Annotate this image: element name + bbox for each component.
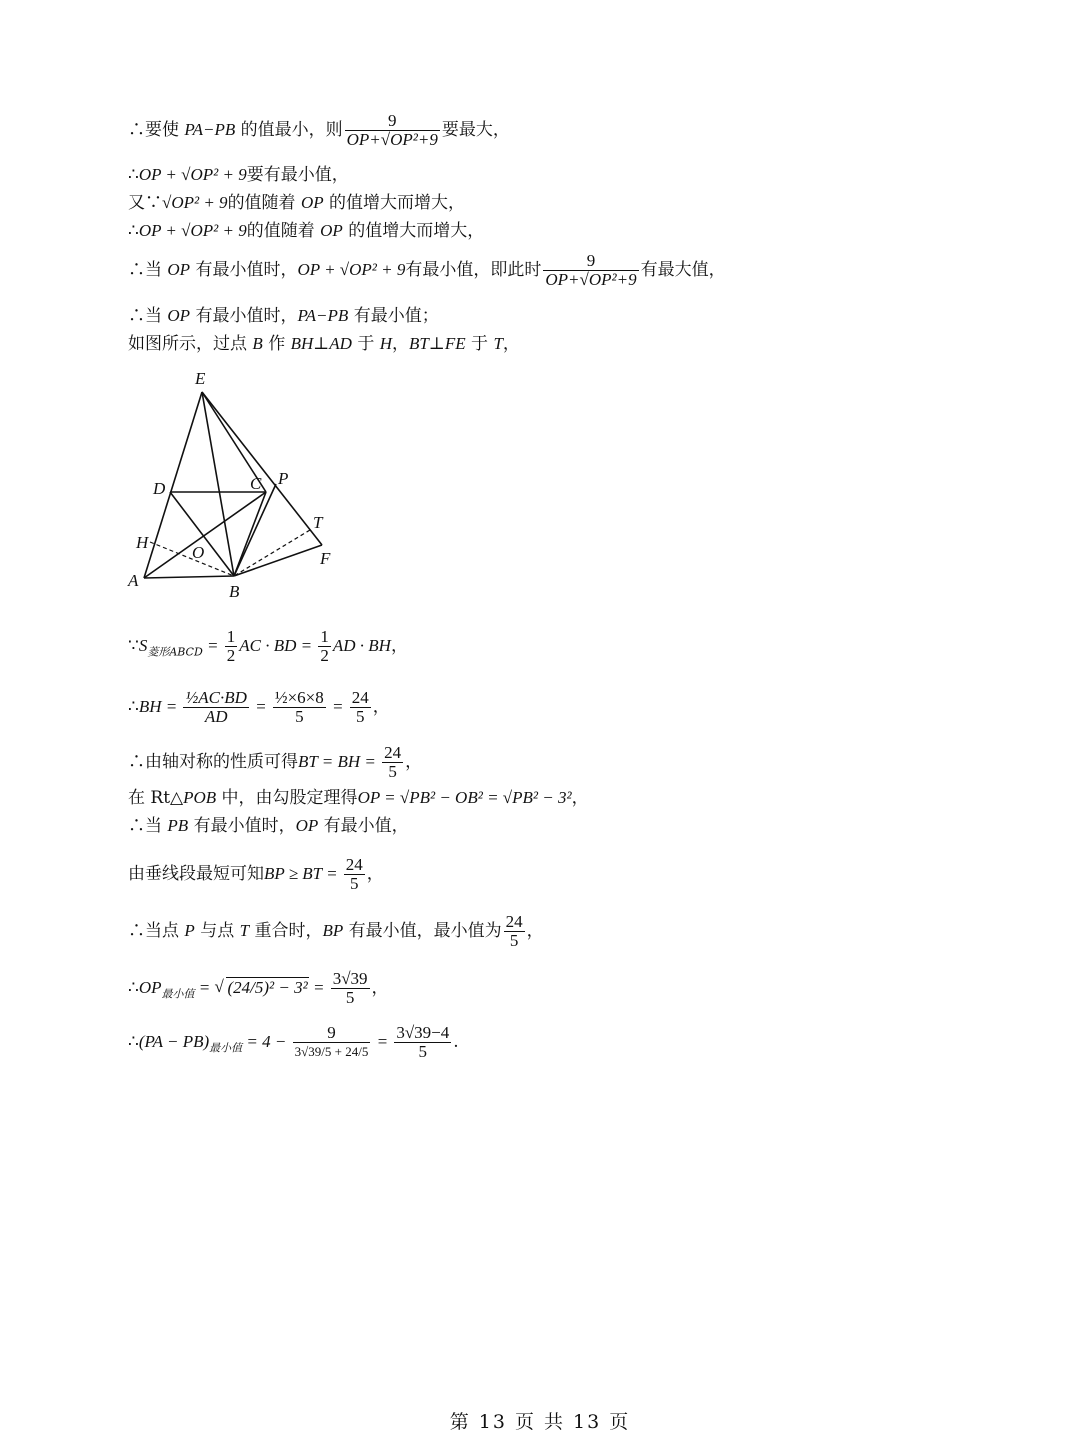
math: OP + √OP² + 9 xyxy=(138,221,247,240)
line-16: ∴(PA − $PB)_{最小值} = 4$ − $\frac{9}{3√39/5 + 24/5}$ = $\frac{3√39-4}{5}$ . xyxy=(128,1023,459,1061)
text: ∴要使 xyxy=(128,120,185,140)
page-footer: 第 13 页 共 13 页 xyxy=(449,1411,631,1433)
math: OP + √OP² + 9 xyxy=(297,260,406,279)
square-root: √ (24/5)² − 3² xyxy=(214,977,308,999)
math: OP = √PB² − OB² = √PB² − 3² xyxy=(357,788,572,807)
line-3: 又∵√OP² + 9的值随着 OP 的值增大而增大， xyxy=(128,193,466,213)
fraction: $\frac{\text{½AC·BD}}{AD}$ xyxy=(185,688,247,726)
line-9: ∴BH = $\frac{\text{½AC·BD}}{AD}$ = $\frac{\text{½×6×8}}{5}$ = $\frac{24}{5}$ ， xyxy=(128,688,390,726)
math: OP + √OP² + 9 xyxy=(138,165,247,184)
line-2: ∴OP + √OP² + 9要有最小值， xyxy=(128,165,349,185)
line-1 xyxy=(128,112,510,149)
line-8: $\because S_{菱形ABCD}$ = $\frac{1}{2}$ AC · BD = $\frac{1}{2}$ AD · BH， xyxy=(128,627,408,665)
line-10: ∴由轴对称的性质可得BT = BH = $\frac{24}{5}$ ， xyxy=(128,743,423,781)
label-P: P xyxy=(278,469,289,488)
line-15: $\therefore OP_{最小值}$ = √ (24/5)² − 3² = $\frac{3√39}{5}$ ， xyxy=(128,970,389,1007)
segment-EF xyxy=(202,392,322,545)
fraction-half: $\frac{1}{2}$ xyxy=(226,627,236,665)
label-E: E xyxy=(195,369,206,388)
line-14: ∴当点 P 与点 T 重合时，BP 有最小值，最小值为 $\frac{24}{5}$ ， xyxy=(128,912,544,950)
segment-AC xyxy=(144,492,266,578)
line-6: ∴当 OP 有最小值时，PA−PB 有最小值； xyxy=(128,306,439,326)
geometry-figure xyxy=(120,362,360,607)
label-O: O xyxy=(192,543,205,562)
label-C: C xyxy=(250,474,262,493)
segment-EB xyxy=(202,392,234,576)
fraction: $\frac{3√39-4}{5}$ xyxy=(396,1023,450,1061)
fraction: $\frac{3√39}{5}$ xyxy=(332,969,368,1007)
line-12: ∴当 PB 有最小值时，OP 有最小值， xyxy=(128,816,409,836)
fraction: $\frac{\text{½×6×8}}{5}$ xyxy=(274,688,324,726)
label-H: H xyxy=(136,533,149,552)
line-4: ∴OP + √OP² + 9的值随着 OP 的值增大而增大， xyxy=(128,221,485,241)
line-7: 如图所示，过点 B 作 BH⊥AD 于 H，BT⊥FE 于 T， xyxy=(128,334,520,354)
fraction: $\frac{24}{5}$ xyxy=(505,912,523,950)
math: PA−PB xyxy=(184,120,236,139)
label-B: B xyxy=(229,582,240,601)
line-5: ∴当 OP 有最小值时，OP + √OP² + 9有最小值，即此时 $\frac{9}{\text{OP+√OP²+9}}$ 有最大值， xyxy=(128,251,726,289)
fraction: $\frac{9}{\text{OP+√OP²+9}}$ xyxy=(346,111,438,149)
label-F: F xyxy=(320,549,331,568)
text: 要最大， xyxy=(441,120,510,140)
label-D: D xyxy=(153,479,166,498)
label-T: T xyxy=(313,513,323,532)
fraction: $\frac{24}{5}$ xyxy=(351,688,369,726)
math: √OP² + 9 xyxy=(162,193,228,212)
text: 的值最小，则 xyxy=(235,120,343,140)
label-A: A xyxy=(128,571,139,590)
segment-PB xyxy=(234,484,276,576)
line-13: 由垂线段最短可知BP ≥ BT = $\frac{24}{5}$ ， xyxy=(128,855,384,893)
fraction: $\frac{9}{\text{OP+√OP²+9}}$ xyxy=(545,251,637,289)
line-11: 在 Rt△POB 中，由勾股定理得OP = √PB² − OB² = √PB² − 3²， xyxy=(128,788,589,808)
segment-CB xyxy=(234,492,266,576)
segment-AB xyxy=(144,576,234,578)
fraction: $\frac{24}{5}$ xyxy=(345,855,363,893)
fraction-half: $\frac{1}{2}$ xyxy=(320,627,329,665)
fraction: $\frac{24}{5}$ xyxy=(384,743,402,781)
fraction: $\frac{9}{3√39/5 + 24/5}$ xyxy=(294,1023,369,1059)
